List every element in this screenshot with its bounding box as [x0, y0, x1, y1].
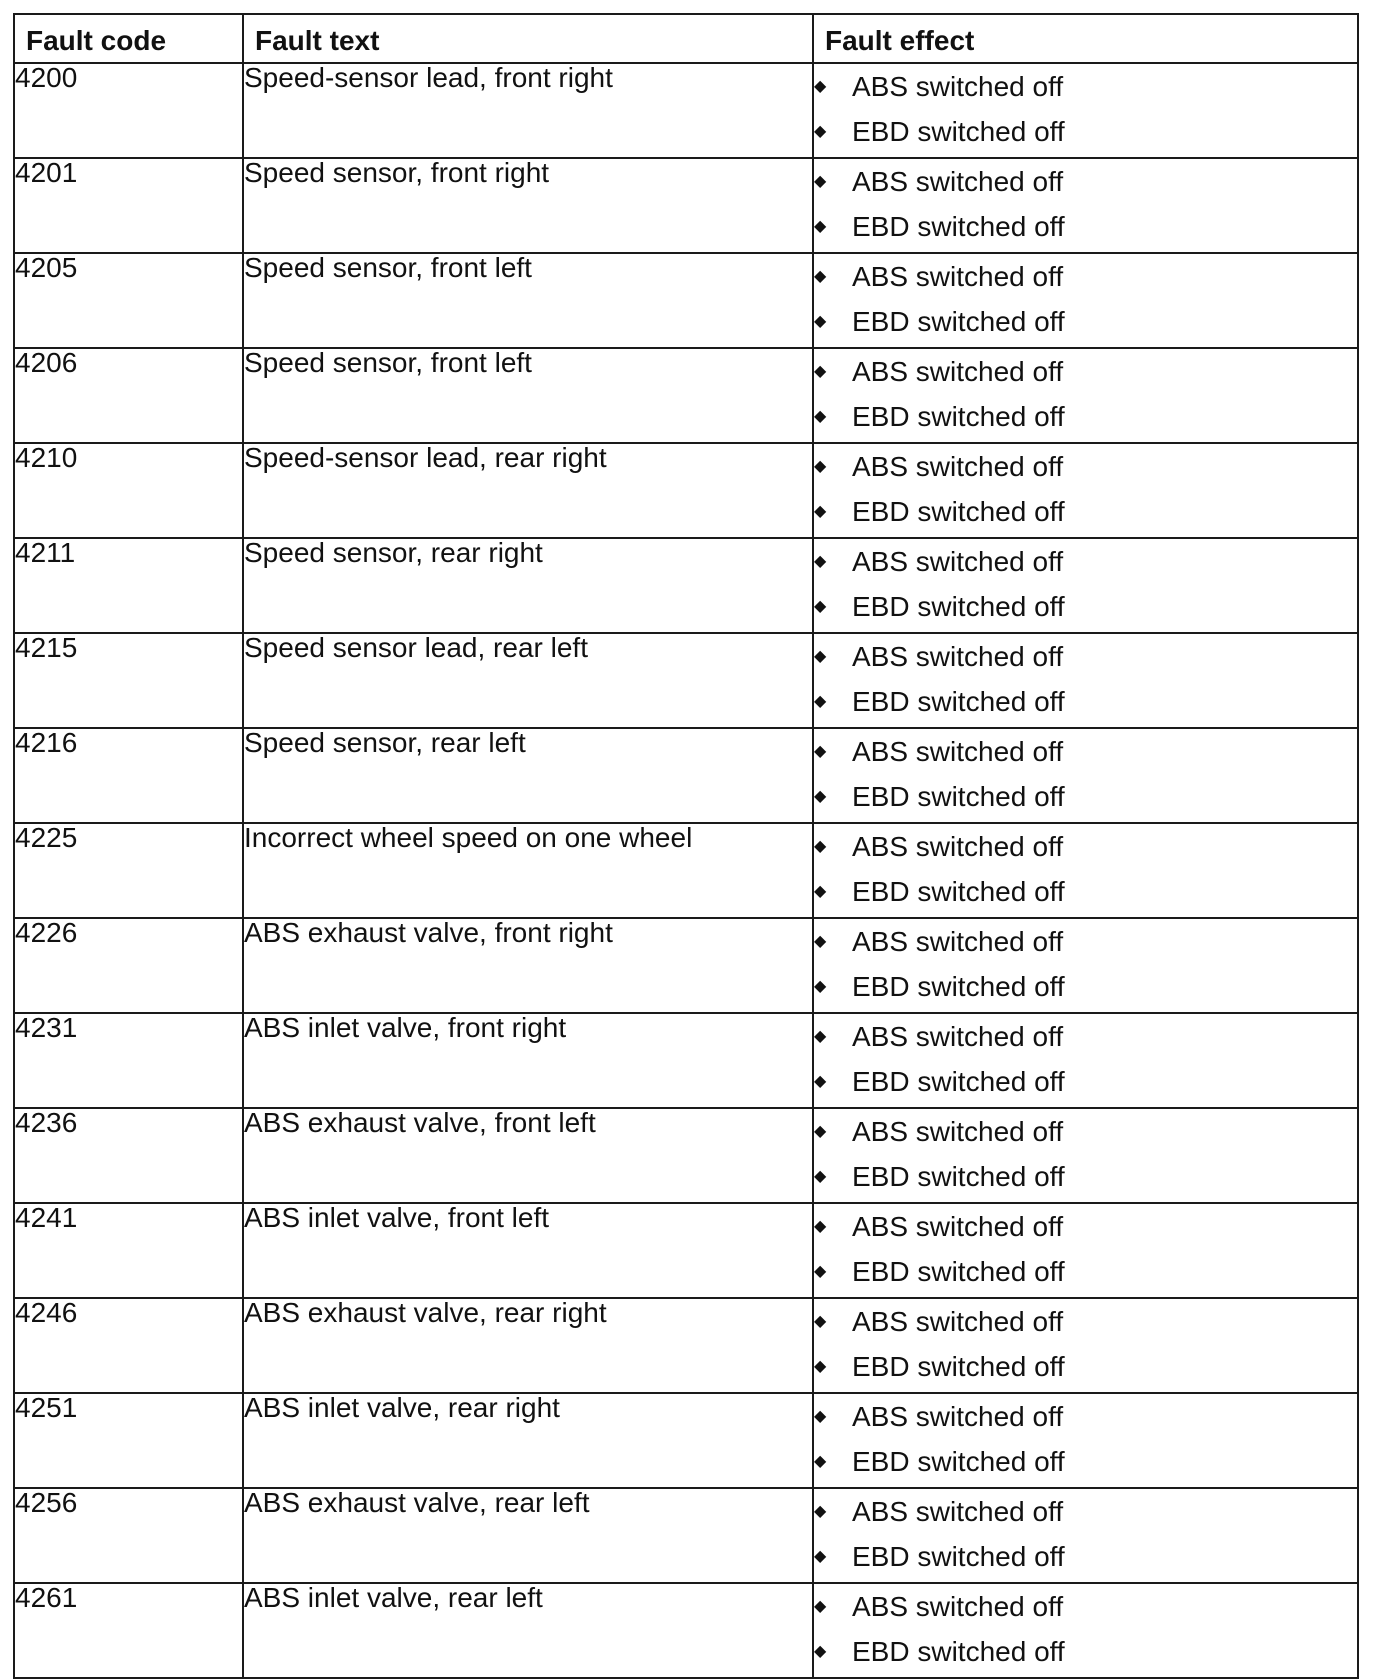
table-row — [14, 1298, 1358, 1393]
table-row — [14, 633, 1358, 728]
table-row — [14, 158, 1358, 253]
fault-effect-item — [814, 1299, 1357, 1344]
fault-effect-text: EBD switched off — [852, 1540, 1065, 1572]
diamond-bullet-icon: ◆ — [814, 1502, 827, 1520]
diamond-bullet-icon: ◆ — [814, 552, 827, 570]
fault-effect-cell — [813, 1393, 1358, 1488]
diamond-bullet-icon: ◆ — [814, 1357, 827, 1375]
fault-code-cell: 4200 — [14, 63, 243, 158]
fault-effect-cell — [813, 823, 1358, 918]
fault-text-cell: Speed sensor, front left — [243, 348, 813, 443]
diamond-bullet-icon: ◆ — [814, 1072, 827, 1090]
fault-effect-cell — [813, 443, 1358, 538]
fault-effect-item — [814, 204, 1357, 249]
fault-effect-item — [814, 444, 1357, 489]
diamond-bullet-icon: ◆ — [814, 597, 827, 615]
fault-text-cell: ABS exhaust valve, front left — [243, 1108, 813, 1203]
fault-effect-text: ABS switched off — [852, 1495, 1064, 1527]
fault-effect-text: EBD switched off — [852, 1160, 1065, 1192]
fault-text-cell: ABS inlet valve, front right — [243, 1013, 813, 1108]
fault-effect-cell — [813, 253, 1358, 348]
fault-effect-item — [814, 489, 1357, 534]
fault-code-cell: 4246 — [14, 1298, 243, 1393]
table-row — [14, 1203, 1358, 1298]
fault-code-cell: 4225 — [14, 823, 243, 918]
fault-effect-cell — [813, 63, 1358, 158]
fault-code-cell: 4215 — [14, 633, 243, 728]
fault-effect-text: ABS switched off — [852, 925, 1064, 957]
fault-effect-text: EBD switched off — [852, 1065, 1065, 1097]
fault-effect-item — [814, 1344, 1357, 1389]
table-row — [14, 538, 1358, 633]
fault-effect-item — [814, 919, 1357, 964]
fault-effect-text: EBD switched off — [852, 305, 1065, 337]
fault-text-cell: Speed-sensor lead, rear right — [243, 443, 813, 538]
fault-effect-text: EBD switched off — [852, 685, 1065, 717]
table-header-row — [14, 14, 1358, 63]
table-body — [14, 63, 1358, 1678]
fault-code-cell: 4251 — [14, 1393, 243, 1488]
fault-effect-text: EBD switched off — [852, 970, 1065, 1002]
fault-effect-item — [814, 299, 1357, 344]
diamond-bullet-icon: ◆ — [814, 1597, 827, 1615]
diamond-bullet-icon: ◆ — [814, 502, 827, 520]
fault-effect-item — [814, 539, 1357, 584]
diamond-bullet-icon: ◆ — [814, 977, 827, 995]
fault-effect-item — [814, 824, 1357, 869]
fault-text-cell: ABS exhaust valve, rear left — [243, 1488, 813, 1583]
fault-code-cell: 4210 — [14, 443, 243, 538]
fault-text-cell: Speed sensor lead, rear left — [243, 633, 813, 728]
fault-effect-text: ABS switched off — [852, 545, 1064, 577]
fault-effect-cell — [813, 918, 1358, 1013]
diamond-bullet-icon: ◆ — [814, 1027, 827, 1045]
fault-effect-text: EBD switched off — [852, 875, 1065, 907]
header-fault-effect: Fault effect — [813, 14, 1358, 63]
diamond-bullet-icon: ◆ — [814, 1122, 827, 1140]
table-row — [14, 1583, 1358, 1678]
fault-effect-item — [814, 1439, 1357, 1484]
fault-effect-text: ABS switched off — [852, 1210, 1064, 1242]
diamond-bullet-icon: ◆ — [814, 1312, 827, 1330]
fault-effect-cell — [813, 158, 1358, 253]
fault-effect-item — [814, 1489, 1357, 1534]
fault-text-cell: ABS exhaust valve, rear right — [243, 1298, 813, 1393]
fault-effect-item — [814, 679, 1357, 724]
fault-effect-item — [814, 584, 1357, 629]
diamond-bullet-icon: ◆ — [814, 1262, 827, 1280]
fault-effect-cell — [813, 538, 1358, 633]
fault-effect-item — [814, 1204, 1357, 1249]
fault-code-cell: 4211 — [14, 538, 243, 633]
diamond-bullet-icon: ◆ — [814, 362, 827, 380]
table-row — [14, 348, 1358, 443]
fault-effect-cell — [813, 633, 1358, 728]
fault-effect-text: ABS switched off — [852, 1305, 1064, 1337]
fault-code-table — [13, 13, 1359, 1679]
fault-text-cell: Speed-sensor lead, front right — [243, 63, 813, 158]
fault-effect-item — [814, 774, 1357, 819]
fault-effect-text: ABS switched off — [852, 735, 1064, 767]
fault-text-cell: ABS inlet valve, rear left — [243, 1583, 813, 1678]
diamond-bullet-icon: ◆ — [814, 217, 827, 235]
fault-effect-item — [814, 1394, 1357, 1439]
fault-code-cell: 4206 — [14, 348, 243, 443]
fault-effect-text: ABS switched off — [852, 1115, 1064, 1147]
diamond-bullet-icon: ◆ — [814, 267, 827, 285]
fault-effect-cell — [813, 1488, 1358, 1583]
diamond-bullet-icon: ◆ — [814, 312, 827, 330]
fault-text-cell: Speed sensor, front right — [243, 158, 813, 253]
diamond-bullet-icon: ◆ — [814, 457, 827, 475]
diamond-bullet-icon: ◆ — [814, 122, 827, 140]
fault-effect-text: ABS switched off — [852, 1590, 1064, 1622]
fault-effect-text: EBD switched off — [852, 115, 1065, 147]
fault-effect-text: ABS switched off — [852, 1400, 1064, 1432]
fault-effect-item — [814, 1014, 1357, 1059]
diamond-bullet-icon: ◆ — [814, 1452, 827, 1470]
fault-effect-text: EBD switched off — [852, 780, 1065, 812]
fault-effect-text: ABS switched off — [852, 355, 1064, 387]
fault-effect-item — [814, 64, 1357, 109]
fault-effect-text: ABS switched off — [852, 1020, 1064, 1052]
fault-code-cell: 4256 — [14, 1488, 243, 1583]
fault-effect-text: EBD switched off — [852, 400, 1065, 432]
fault-code-cell: 4231 — [14, 1013, 243, 1108]
fault-effect-item — [814, 869, 1357, 914]
fault-code-cell: 4216 — [14, 728, 243, 823]
fault-effect-item — [814, 1154, 1357, 1199]
diamond-bullet-icon: ◆ — [814, 1217, 827, 1235]
fault-effect-text: ABS switched off — [852, 165, 1064, 197]
diamond-bullet-icon: ◆ — [814, 787, 827, 805]
table-row — [14, 918, 1358, 1013]
diamond-bullet-icon: ◆ — [814, 77, 827, 95]
diamond-bullet-icon: ◆ — [814, 742, 827, 760]
fault-effect-text: ABS switched off — [852, 830, 1064, 862]
fault-code-cell: 4241 — [14, 1203, 243, 1298]
diamond-bullet-icon: ◆ — [814, 837, 827, 855]
diamond-bullet-icon: ◆ — [814, 407, 827, 425]
table-row — [14, 1488, 1358, 1583]
diamond-bullet-icon: ◆ — [814, 882, 827, 900]
diamond-bullet-icon: ◆ — [814, 932, 827, 950]
table-row — [14, 253, 1358, 348]
fault-effect-item — [814, 1059, 1357, 1104]
fault-effect-item — [814, 394, 1357, 439]
fault-effect-text: EBD switched off — [852, 1350, 1065, 1382]
fault-effect-item — [814, 1534, 1357, 1579]
fault-effect-item — [814, 1629, 1357, 1674]
fault-code-cell: 4205 — [14, 253, 243, 348]
fault-text-cell: ABS inlet valve, rear right — [243, 1393, 813, 1488]
fault-effect-cell — [813, 1298, 1358, 1393]
fault-effect-item — [814, 1249, 1357, 1294]
fault-code-cell: 4236 — [14, 1108, 243, 1203]
fault-text-cell: ABS exhaust valve, front right — [243, 918, 813, 1013]
fault-effect-text: ABS switched off — [852, 640, 1064, 672]
fault-effect-cell — [813, 1108, 1358, 1203]
table-row — [14, 1108, 1358, 1203]
fault-code-cell: 4261 — [14, 1583, 243, 1678]
fault-effect-text: EBD switched off — [852, 1445, 1065, 1477]
header-fault-text: Fault text — [243, 14, 813, 63]
header-fault-code: Fault code — [14, 14, 243, 63]
fault-effect-cell — [813, 1583, 1358, 1678]
fault-effect-text: ABS switched off — [852, 70, 1064, 102]
fault-effect-item — [814, 634, 1357, 679]
fault-effect-item — [814, 159, 1357, 204]
fault-effect-text: ABS switched off — [852, 450, 1064, 482]
table-row — [14, 1393, 1358, 1488]
fault-text-cell: Speed sensor, front left — [243, 253, 813, 348]
table-row — [14, 728, 1358, 823]
table-row — [14, 443, 1358, 538]
diamond-bullet-icon: ◆ — [814, 1167, 827, 1185]
fault-effect-text: EBD switched off — [852, 590, 1065, 622]
fault-effect-item — [814, 1584, 1357, 1629]
fault-effect-item — [814, 349, 1357, 394]
fault-effect-text: EBD switched off — [852, 495, 1065, 527]
fault-text-cell: ABS inlet valve, front left — [243, 1203, 813, 1298]
diamond-bullet-icon: ◆ — [814, 1642, 827, 1660]
fault-text-cell: Speed sensor, rear right — [243, 538, 813, 633]
table-row — [14, 1013, 1358, 1108]
fault-text-cell: Incorrect wheel speed on one wheel — [243, 823, 813, 918]
table-row — [14, 63, 1358, 158]
fault-effect-text: EBD switched off — [852, 1255, 1065, 1287]
fault-effect-text: EBD switched off — [852, 210, 1065, 242]
fault-effect-item — [814, 729, 1357, 774]
diamond-bullet-icon: ◆ — [814, 172, 827, 190]
fault-effect-text: EBD switched off — [852, 1635, 1065, 1667]
fault-effect-item — [814, 964, 1357, 1009]
fault-code-cell: 4226 — [14, 918, 243, 1013]
diamond-bullet-icon: ◆ — [814, 692, 827, 710]
fault-text-cell: Speed sensor, rear left — [243, 728, 813, 823]
fault-effect-cell — [813, 1203, 1358, 1298]
table-row — [14, 823, 1358, 918]
fault-effect-text: ABS switched off — [852, 260, 1064, 292]
diamond-bullet-icon: ◆ — [814, 1547, 827, 1565]
fault-effect-cell — [813, 348, 1358, 443]
fault-effect-item — [814, 1109, 1357, 1154]
diamond-bullet-icon: ◆ — [814, 1407, 827, 1425]
fault-effect-cell — [813, 1013, 1358, 1108]
fault-effect-item — [814, 254, 1357, 299]
fault-effect-cell — [813, 728, 1358, 823]
fault-effect-item — [814, 109, 1357, 154]
fault-code-cell: 4201 — [14, 158, 243, 253]
diamond-bullet-icon: ◆ — [814, 647, 827, 665]
